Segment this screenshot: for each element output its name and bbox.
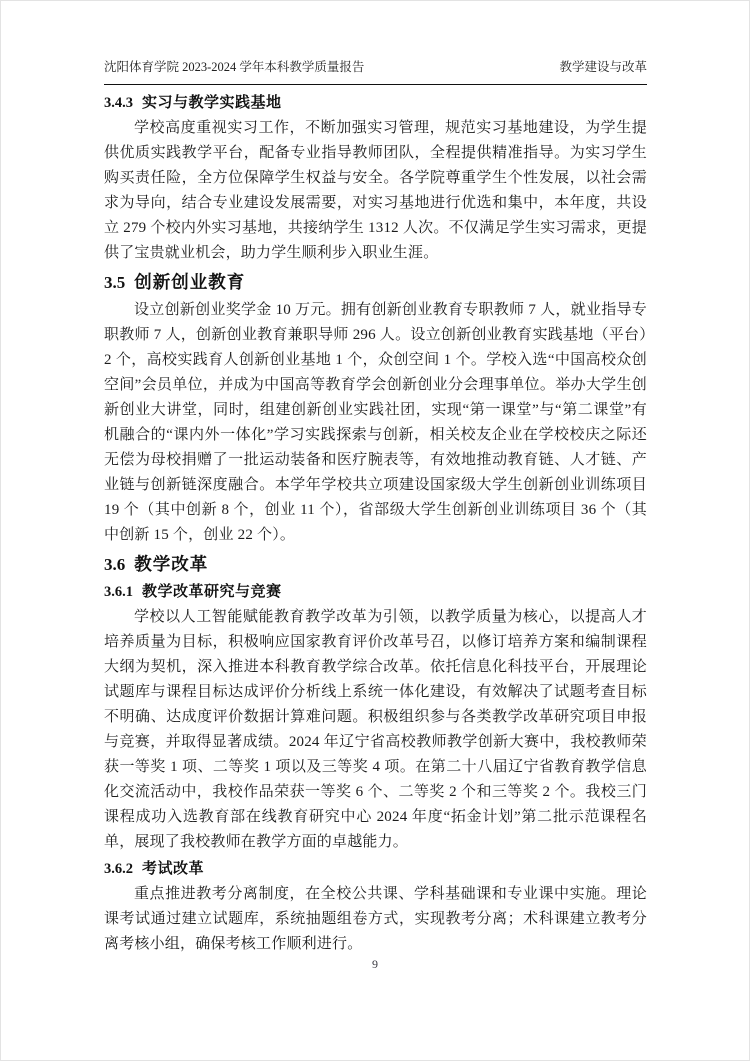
heading-title: 教学改革	[134, 554, 209, 574]
heading-title: 创新创业教育	[134, 272, 246, 292]
heading-3-5	[104, 269, 647, 296]
document-body	[104, 85, 647, 957]
heading-number: 3.6.1	[104, 584, 133, 600]
page-header	[104, 57, 647, 85]
heading-number: 3.5	[104, 273, 126, 292]
heading-3-6-2	[104, 857, 647, 881]
heading-title: 教学改革研究与竞赛	[142, 583, 282, 600]
heading-number: 3.6	[104, 555, 126, 574]
page-footer	[1, 957, 749, 972]
header-left-title: 沈阳体育学院 2023-2024 学年本科教学质量报告	[104, 60, 365, 74]
header-right-section: 教学建设与改革	[559, 60, 647, 74]
paragraph-innovation-entrepreneurship: 设立创新创业奖学金 10 万元。拥有创新创业教育专职教师 7 人，就业指导专职教师 7 人，创新创业教育兼职导师 296 人。设立创新创业教育实践基地（平台）2 个，高校实践育人创新创业基地 1 个，众创空间 1 个。学校入选“中国高校众创空间”会员单位，并成为中国高等教育学会创新创业分会理事单位。举办大学生创新创业大讲堂，同时，组建创新创业实践社团，实现“第一课堂”与“第二课堂”有机融合的“课内外一体化”学习实践探索与创新，相关校友企业在学校校庆之际还无偿为母校捐赠了一批运动装备和医疗腕表等，有效地推动教育链、人才链、产业链与创新链深度融合。本学年学校共立项建设国家级大学生创新创业训练项目 19 个（其中创新 8 个，创业 11 个），省部级大学生创新创业训练项目 36 个（其中创新 15 个，创业 22 个）。	[104, 302, 647, 543]
heading-3-4-3	[104, 91, 647, 115]
heading-number: 3.4.3	[104, 95, 133, 111]
heading-3-6	[104, 551, 647, 578]
heading-number: 3.6.2	[104, 861, 133, 877]
paragraph-internship-bases: 学校高度重视实习工作，不断加强实习管理，规范实习基地建设，为学生提供优质实践教学平台，配备专业指导教师团队，全程提供精准指导。为实习学生购买责任险，全方位保障学生权益与安全。各学院尊重学生个性发展，以社会需求为导向，结合专业建设发展需要，对实习基地进行优选和集中，本年度，共设立 279 个校内外实习基地，共接纳学生 1312 人次。不仅满足学生实习需求，更提供了宝贵就业机会，助力学生顺利步入职业生涯。	[104, 120, 647, 261]
paragraph-teaching-reform-competition: 学校以人工智能赋能教育教学改革为引领，以教学质量为核心，以提高人才培养质量为目标，积极响应国家教育评价改革号召，以修订培养方案和编制课程大纲为契机，深入推进本科教育教学综合改革。依托信息化科技平台，开展理论试题库与课程目标达成评价分析线上系统一体化建设，有效解决了试题考查目标不明确、达成度评价数据计算难问题。积极组织参与各类教学改革研究项目申报与竞赛，并取得显著成绩。2024 年辽宁省高校教师教学创新大赛中，我校教师荣获一等奖 1 项、二等奖 1 项以及三等奖 4 项。在第二十八届辽宁省教育教学信息化交流活动中，我校作品荣获一等奖 6 个、二等奖 2 个和三等奖 2 个。我校三门课程成功入选教育部在线教育研究中心 2024 年度“拓金计划”第二批示范课程名单，展现了我校教师在教学方面的卓越能力。	[104, 609, 647, 850]
heading-3-6-1	[104, 580, 647, 604]
paragraph-exam-reform: 重点推进教考分离制度，在全校公共课、学科基础课和专业课中实施。理论课考试通过建立试题库，系统抽题组卷方式，实现教考分离；术科课建立教考分离考核小组，确保考核工作顺利进行。	[104, 886, 647, 952]
heading-title: 实习与教学实践基地	[142, 94, 282, 111]
heading-title: 考试改革	[142, 860, 205, 877]
page-number: 9	[372, 957, 378, 971]
